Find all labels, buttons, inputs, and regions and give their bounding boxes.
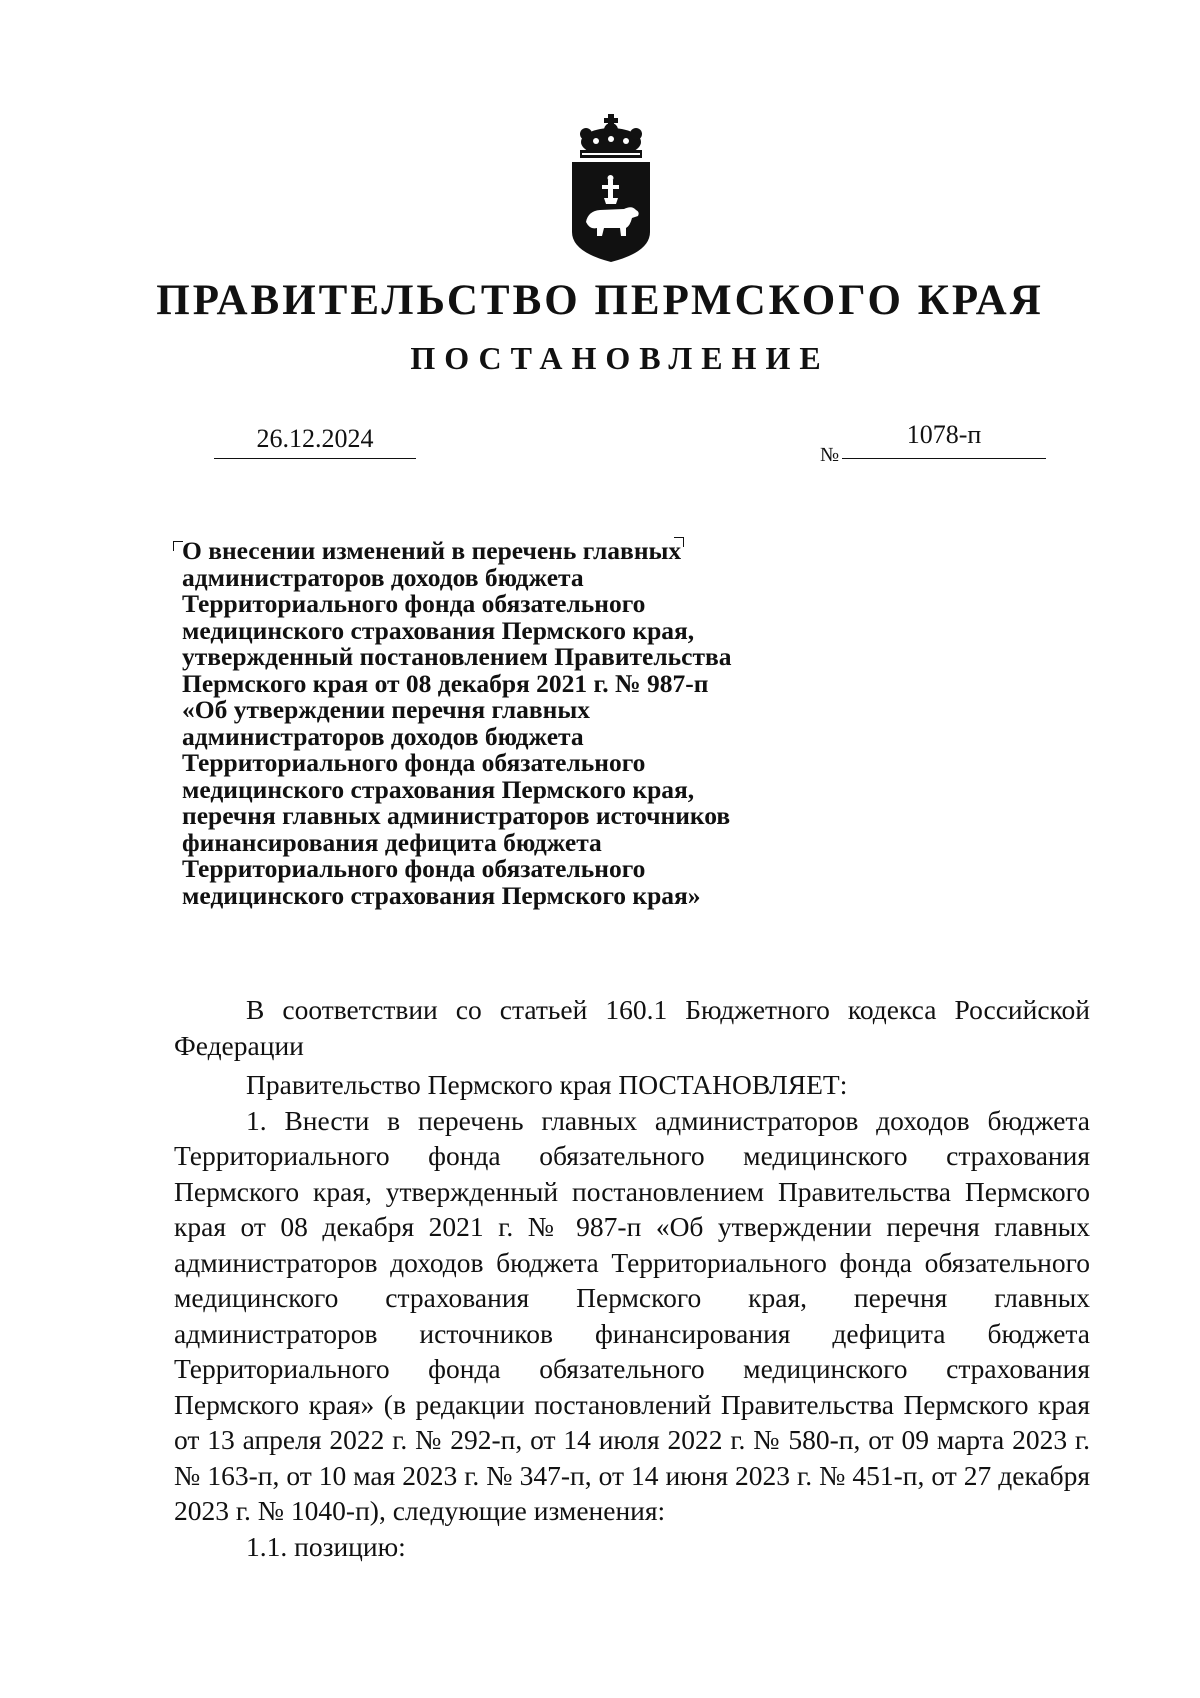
- subject-line: администраторов доходов бюджета: [182, 721, 584, 751]
- subject-line: финансирования дефицита бюджета: [182, 827, 602, 857]
- document-body: [174, 992, 1090, 1564]
- body-paragraph-item-1: 1. Внести в перечень главных администраторов доходов бюджета Территориального фонда обязательного медицинского страхования Пермского края, утвержденный постановлением Правительства Пермского края от 08 декабря 2021 г. № 987-п «Об утверждении перечня главных администраторов доходов бюджета Территориального фонда обязательного медицинского страхования Пермского края, перечня главных администраторов источников финансирования дефицита бюджета Территориального фонда обязательного медицинского страхования Пермского края» (в редакции постановлений Правительства Пермского края от 13 апреля 2022 г. № 292-п, от 14 июля 2022 г. № 580-п, от 09 марта 2023 г. № 163-п, от 10 мая 2023 г. № 347-п, от 14 июня 2023 г. № 451-п, от 27 декабря 2023 г. № 1040-п), следующие изменения:: [174, 1104, 1090, 1526]
- subject-line: утвержденный постановлением Правительства: [182, 642, 732, 671]
- body-paragraph-resolves: Правительство Пермского края ПОСТАНОВЛЯЕТ:: [246, 1069, 848, 1100]
- subject-line: Территориального фонда обязательного: [182, 854, 646, 883]
- subject-line: перечня главных администраторов источников: [182, 801, 731, 830]
- body-paragraph-item-1-1: 1.1. позицию:: [246, 1530, 406, 1562]
- body-paragraph-legal-basis: В соответствии со статьей 160.1 Бюджетного кодекса Российской Федерации: [174, 994, 1090, 1061]
- subject-line: Территориального фонда обязательного: [182, 589, 646, 618]
- document-date: 26.12.2024: [214, 424, 416, 459]
- subject-line: О внесении изменений в перечень главных: [182, 536, 682, 565]
- subject-line: медицинского страхования Пермского края»: [182, 880, 701, 910]
- number-label: №: [820, 444, 840, 466]
- subject-line: Территориального фонда обязательного: [182, 748, 646, 777]
- coat-of-arms-icon: [566, 112, 656, 264]
- document-subject: [182, 538, 822, 909]
- document-type: ПОСТАНОВЛЕНИЕ: [410, 340, 830, 376]
- subject-line: медицинского страхования Пермского края,: [182, 615, 695, 645]
- subject-line: Пермского края от 08 декабря 2021 г. № 987-п: [182, 668, 709, 698]
- document-number: 1078-п: [842, 420, 1046, 459]
- government-title: ПРАВИТЕЛЬСТВО ПЕРМСКОГО КРАЯ: [156, 277, 1044, 324]
- subject-line: администраторов доходов бюджета: [182, 562, 584, 592]
- subject-line: «Об утверждении перечня главных: [182, 695, 590, 724]
- subject-line: медицинского страхования Пермского края,: [182, 774, 695, 804]
